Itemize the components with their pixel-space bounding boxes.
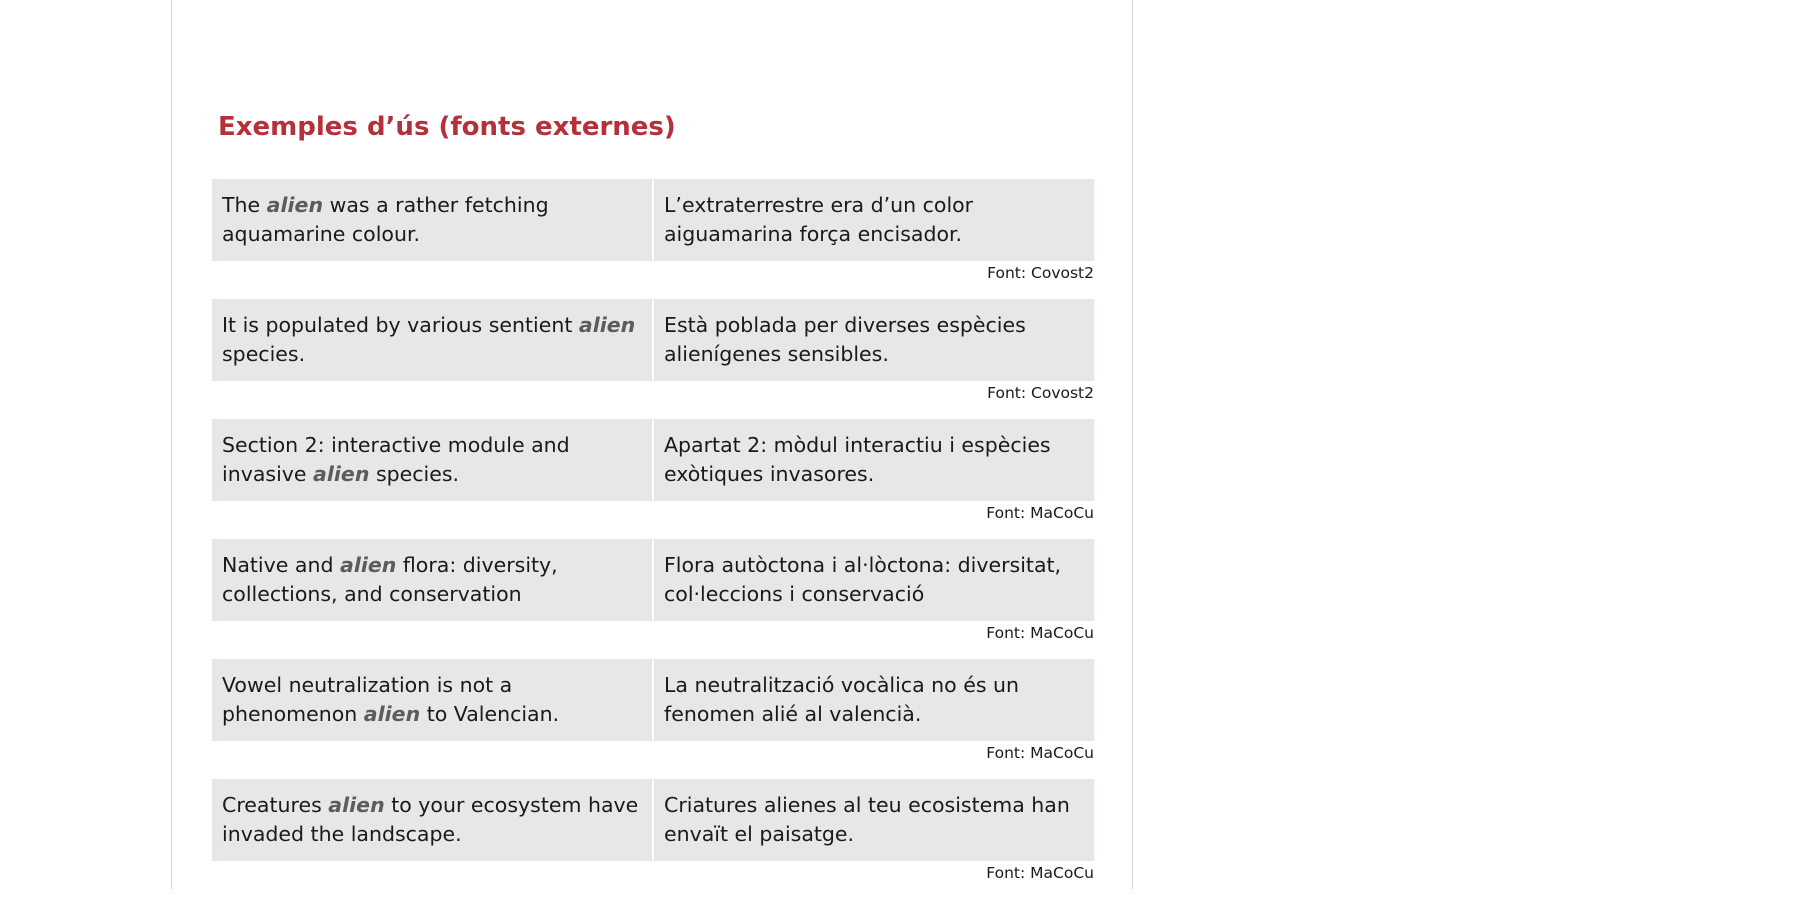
example-source: Font: MaCoCu xyxy=(986,744,1094,762)
english-text-after: was a rather fetching aquamarine colour. xyxy=(222,193,549,246)
english-text-after: flora: diversity, collections, and conservation xyxy=(222,553,558,606)
highlighted-term: alien xyxy=(339,553,397,577)
example-pair xyxy=(212,659,1094,741)
catalan-translation: Criatures alienes al teu ecosistema han envaït el paisatge. xyxy=(654,779,1094,861)
catalan-translation: La neutralització vocàlica no és un fenomen alié al valencià. xyxy=(654,659,1094,741)
example-pair xyxy=(212,179,1094,261)
usage-example xyxy=(212,179,1094,299)
usage-example xyxy=(212,419,1094,539)
highlighted-term: alien xyxy=(578,313,636,337)
english-text-after: to Valencian. xyxy=(420,702,560,726)
highlighted-term: alien xyxy=(328,793,385,817)
usage-example xyxy=(212,779,1094,899)
highlighted-term: alien xyxy=(266,193,324,217)
english-text-after: to your ecosystem have invaded the landscape. xyxy=(222,793,639,846)
english-text-before: Native and xyxy=(222,553,340,577)
section-title: Exemples d’ús (fonts externes) xyxy=(218,112,676,142)
english-text-after: species. xyxy=(369,462,460,486)
english-text-before: It is populated by various sentient xyxy=(222,313,579,337)
example-pair xyxy=(212,299,1094,381)
example-source: Font: MaCoCu xyxy=(986,624,1094,642)
english-text-before: Creatures xyxy=(222,793,329,817)
catalan-translation: Flora autòctona i al·lòctona: diversitat, col·leccions i conservació xyxy=(654,539,1094,621)
english-sentence xyxy=(212,179,652,261)
usage-example xyxy=(212,539,1094,659)
catalan-translation: Apartat 2: mòdul interactiu i espècies exòtiques invasores. xyxy=(654,419,1094,501)
example-source: Font: Covost2 xyxy=(987,384,1094,402)
example-source: Font: Covost2 xyxy=(987,264,1094,282)
content-column xyxy=(171,0,1133,889)
english-sentence xyxy=(212,779,652,861)
english-text-before: Section 2: interactive module and invasive xyxy=(222,433,570,486)
english-text-after: species. xyxy=(222,342,306,366)
example-pair xyxy=(212,779,1094,861)
english-sentence xyxy=(212,419,652,501)
english-text-before: Vowel neutralization is not a phenomenon xyxy=(222,673,513,726)
english-sentence xyxy=(212,299,652,381)
highlighted-term: alien xyxy=(363,702,421,726)
catalan-translation: Està poblada per diverses espècies alienígenes sensibles. xyxy=(654,299,1094,381)
usage-example xyxy=(212,299,1094,419)
catalan-translation: L’extraterrestre era d’un color aiguamarina força encisador. xyxy=(654,179,1094,261)
usage-examples-list xyxy=(212,179,1094,899)
usage-example xyxy=(212,659,1094,779)
example-source: Font: MaCoCu xyxy=(986,504,1094,522)
english-text-before: The xyxy=(222,193,267,217)
example-source: Font: MaCoCu xyxy=(986,864,1094,882)
example-pair xyxy=(212,419,1094,501)
english-sentence xyxy=(212,659,652,741)
example-pair xyxy=(212,539,1094,621)
english-sentence xyxy=(212,539,652,621)
highlighted-term: alien xyxy=(313,462,370,486)
